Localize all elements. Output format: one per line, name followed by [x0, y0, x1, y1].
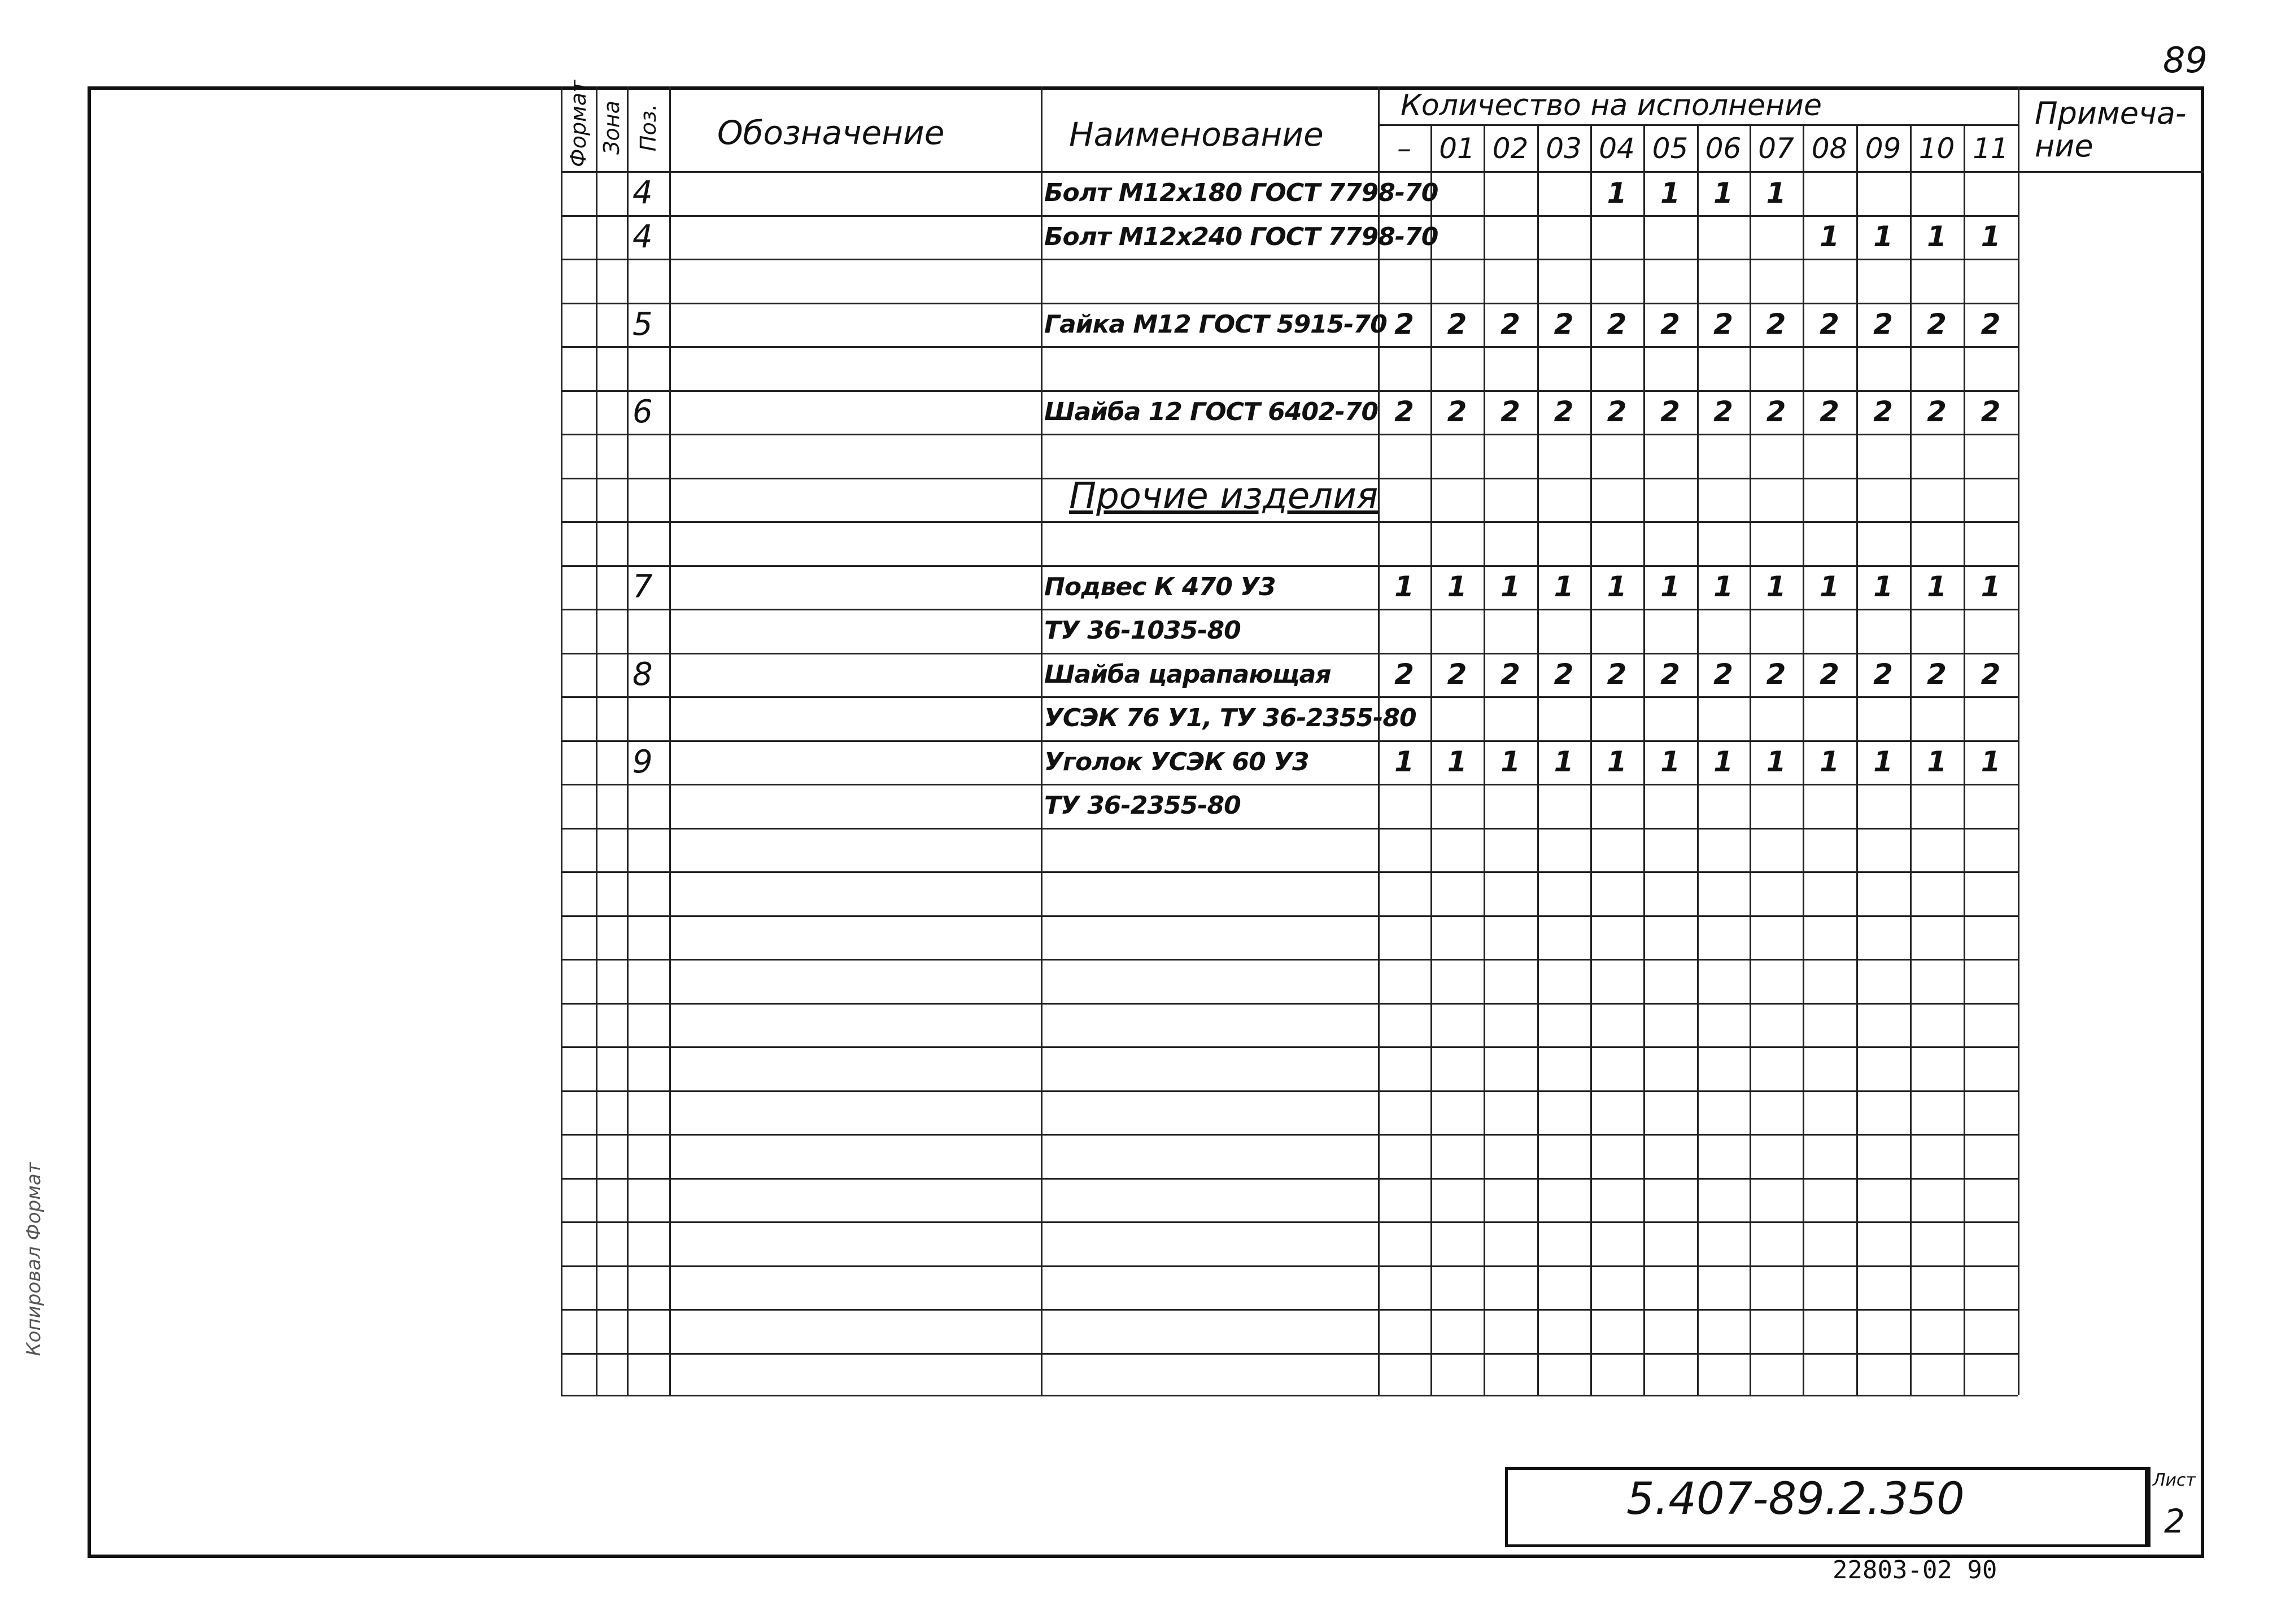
- col-rule: [596, 86, 597, 1395]
- row-qty: 1: [1500, 570, 1520, 604]
- row-qty: 2: [1500, 308, 1520, 341]
- row-qty: 1: [1873, 220, 1893, 254]
- header-qty-col: 03: [1546, 132, 1582, 165]
- row-qty: 1: [1927, 745, 1947, 779]
- row-qty: 1: [1766, 745, 1786, 779]
- row-name: Гайка М12 ГОСТ 5915-70: [1044, 309, 1387, 339]
- row-qty: 1: [1981, 220, 2001, 254]
- row-pos: 4: [632, 174, 653, 212]
- row-name: ТУ 36-2355-80: [1044, 791, 1241, 820]
- header-qty-col: 08: [1811, 132, 1848, 165]
- header-qty-col: –: [1397, 132, 1411, 165]
- row-qty: 2: [1713, 658, 1733, 691]
- row-qty: 1: [1394, 745, 1414, 779]
- row-rule: [561, 1046, 2018, 1048]
- header-qty-col: 05: [1652, 132, 1689, 165]
- header-qty-col: 06: [1705, 132, 1742, 165]
- row-qty: 2: [1981, 395, 2001, 429]
- row-qty: 2: [1500, 395, 1520, 429]
- row-rule: [561, 346, 2018, 348]
- row-qty: 1: [1981, 570, 2001, 604]
- row-rule: [561, 1090, 2018, 1092]
- row-name: УСЭК 76 У1, ТУ 36-2355-80: [1044, 704, 1416, 733]
- row-qty: 1: [1820, 570, 1839, 604]
- row-qty: 1: [1660, 176, 1680, 209]
- row-rule: [561, 609, 2018, 610]
- row-qty: 2: [1927, 308, 1947, 341]
- row-qty: 1: [1447, 570, 1467, 604]
- row-rule: [561, 434, 2018, 435]
- row-rule: [561, 1221, 2018, 1223]
- row-qty: 2: [1713, 395, 1733, 429]
- row-qty: 1: [1927, 570, 1947, 604]
- row-rule: [561, 1309, 2018, 1311]
- row-rule: [561, 521, 2018, 523]
- row-pos: 4: [632, 218, 653, 255]
- row-name: Уголок УСЭК 60 У3: [1044, 747, 1309, 776]
- row-qty: 1: [1766, 176, 1786, 209]
- row-qty: 2: [1554, 395, 1574, 429]
- row-qty: 1: [1713, 745, 1733, 779]
- row-rule: [561, 959, 2018, 961]
- row-qty: 2: [1660, 658, 1680, 691]
- header-qty-col: 04: [1599, 132, 1635, 165]
- row-rule: [561, 1003, 2018, 1005]
- header-designation: Обозначение: [717, 113, 945, 152]
- row-rule: [561, 784, 2018, 785]
- col-rule: [561, 86, 562, 1395]
- sheet-label: Лист: [2153, 1470, 2196, 1490]
- section-heading: Прочие изделия: [1069, 475, 1379, 518]
- row-qty: 2: [1766, 658, 1786, 691]
- row-qty: 2: [1981, 308, 2001, 341]
- row-qty: 2: [1500, 658, 1520, 691]
- row-qty: 2: [1660, 395, 1680, 429]
- row-rule: [561, 1265, 2018, 1267]
- side-annotation: Копировал Формат: [23, 1162, 45, 1356]
- row-qty: 2: [1713, 308, 1733, 341]
- page-number: 89: [2163, 40, 2208, 81]
- row-qty: 1: [1820, 745, 1839, 779]
- row-qty: 2: [1607, 395, 1627, 429]
- row-qty: 1: [1873, 745, 1893, 779]
- table-bottom-rule: [561, 1395, 2018, 1396]
- header-qty-col: 02: [1492, 132, 1529, 165]
- row-qty: 2: [1873, 658, 1893, 691]
- header-qty-group: Количество на исполнение: [1401, 88, 1822, 123]
- row-qty: 1: [1554, 745, 1574, 779]
- row-name: Болт М12х240 ГОСТ 7798-70: [1044, 222, 1438, 251]
- row-qty: 1: [1607, 570, 1627, 604]
- header-qty-col: 10: [1918, 132, 1955, 165]
- row-rule: [561, 259, 2018, 260]
- row-name: Подвес К 470 У3: [1044, 572, 1276, 601]
- row-qty: 2: [1394, 658, 1414, 691]
- row-qty: 2: [1766, 308, 1786, 341]
- header-qty-col: 09: [1865, 132, 1901, 165]
- row-qty: 2: [1394, 308, 1414, 341]
- row-qty: 2: [1447, 395, 1467, 429]
- row-qty: 2: [1820, 308, 1839, 341]
- row-qty: 2: [1981, 658, 2001, 691]
- row-qty: 2: [1873, 395, 1893, 429]
- row-rule: [561, 1178, 2018, 1180]
- row-name: Шайба царапающая: [1044, 660, 1331, 689]
- row-qty: 2: [1927, 658, 1947, 691]
- row-pos: 5: [632, 305, 653, 343]
- archive-code: 22803-02 90: [1833, 1556, 1997, 1584]
- row-qty: 1: [1447, 745, 1467, 779]
- sheet-number: 2: [2164, 1502, 2185, 1540]
- row-qty: 2: [1394, 395, 1414, 429]
- row-name: Болт М12х180 ГОСТ 7798-70: [1044, 178, 1438, 208]
- row-rule: [561, 828, 2018, 830]
- header-qty-col: 01: [1439, 132, 1475, 165]
- header-zone: Зона: [599, 101, 624, 155]
- row-pos: 7: [632, 568, 653, 605]
- col-rule: [669, 86, 671, 1395]
- col-rule: [1041, 86, 1042, 1395]
- header-qty-col: 11: [1973, 132, 2009, 165]
- row-qty: 2: [1447, 308, 1467, 341]
- row-name: Шайба 12 ГОСТ 6402-70: [1044, 397, 1379, 426]
- row-qty: 2: [1820, 658, 1839, 691]
- row-rule: [561, 871, 2018, 873]
- header-format: Формат: [566, 80, 591, 167]
- row-qty: 2: [1554, 658, 1574, 691]
- row-qty: 1: [1713, 570, 1733, 604]
- header-qty-col: 07: [1758, 132, 1794, 165]
- row-qty: 1: [1927, 220, 1947, 254]
- row-qty: 1: [1660, 570, 1680, 604]
- document-code: 5.407-89.2.350: [1626, 1474, 1965, 1525]
- header-name: Наименование: [1069, 115, 1324, 154]
- row-qty: 1: [1500, 745, 1520, 779]
- row-qty: 2: [1660, 308, 1680, 341]
- row-qty: 1: [1394, 570, 1414, 604]
- row-name: ТУ 36-1035-80: [1044, 616, 1241, 645]
- row-rule: [561, 1134, 2018, 1136]
- row-qty: 2: [1766, 395, 1786, 429]
- row-qty: 1: [1873, 570, 1893, 604]
- row-rule: [561, 1353, 2018, 1355]
- row-qty: 1: [1981, 745, 2001, 779]
- row-qty: 1: [1766, 570, 1786, 604]
- row-pos: 9: [632, 743, 653, 780]
- row-qty: 2: [1873, 308, 1893, 341]
- header-pos: Поз.: [635, 103, 661, 152]
- qty-group-rule: [1378, 124, 2018, 126]
- row-qty: 1: [1607, 176, 1627, 209]
- row-qty: 2: [1927, 395, 1947, 429]
- row-qty: 1: [1660, 745, 1680, 779]
- row-qty: 2: [1607, 658, 1627, 691]
- row-qty: 1: [1713, 176, 1733, 209]
- col-rule: [627, 86, 629, 1395]
- row-qty: 2: [1447, 658, 1467, 691]
- col-rule: [2018, 86, 2019, 1395]
- row-pos: 6: [632, 393, 653, 430]
- row-qty: 1: [1607, 745, 1627, 779]
- row-qty: 1: [1554, 570, 1574, 604]
- row-qty: 1: [1820, 220, 1839, 254]
- row-qty: 2: [1607, 308, 1627, 341]
- row-qty: 2: [1554, 308, 1574, 341]
- header-note: Примеча-ние: [2035, 95, 2187, 164]
- row-rule: [561, 915, 2018, 917]
- row-pos: 8: [632, 656, 653, 693]
- row-qty: 2: [1820, 395, 1839, 429]
